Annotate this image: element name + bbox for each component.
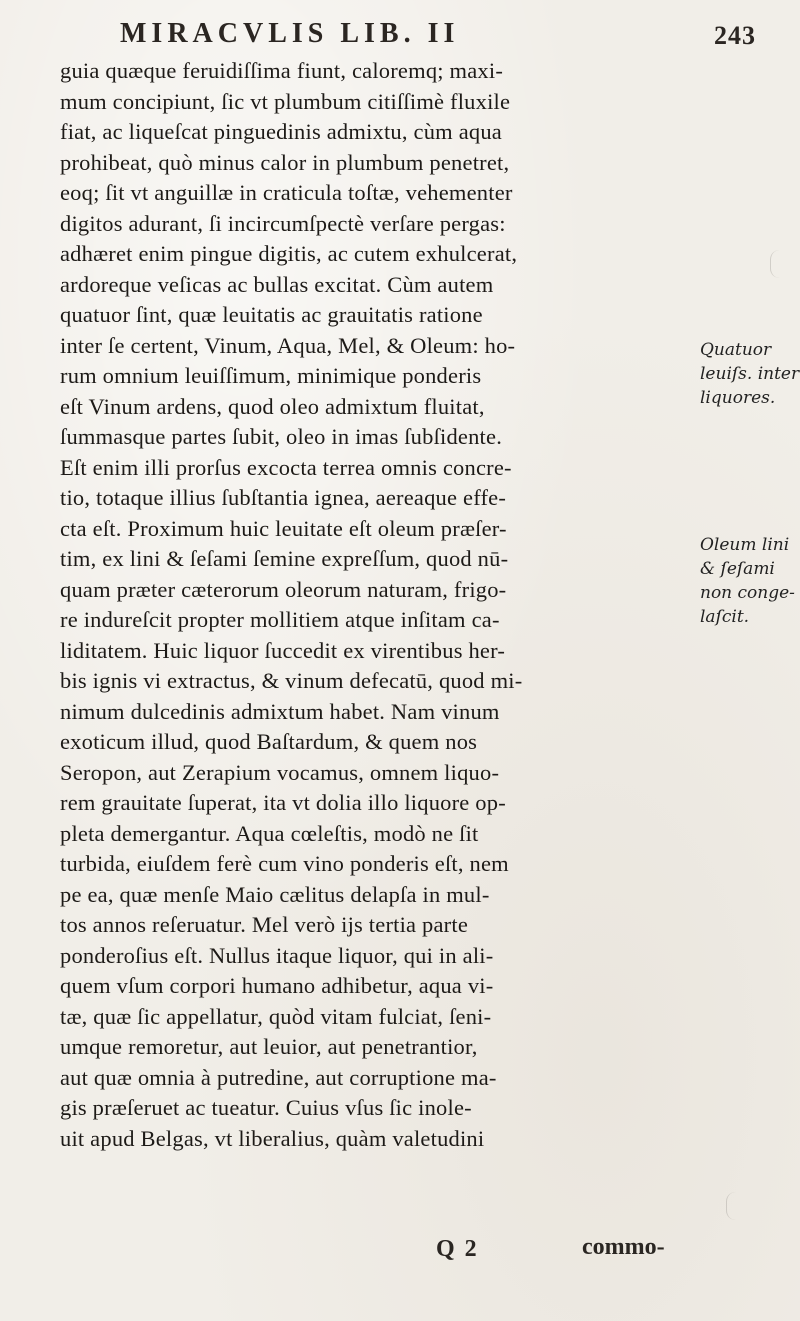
text-line: adhæret enim pingue digitis, ac cutem exhulcerat,: [60, 241, 518, 266]
text-line: Seropon, aut Zerapium vocamus, omnem liquo-: [60, 759, 500, 785]
margin-note-line: leuiſs. inter: [700, 364, 800, 384]
margin-note-line: & ſeſami: [700, 559, 775, 579]
text-line: ardoreque veſicas ac bullas excitat. Cùm autem: [60, 271, 494, 297]
bleed-through-mark: [726, 1192, 745, 1220]
text-line: quam præter cæterorum oleorum naturam, frigo-: [60, 576, 507, 602]
text-line: turbida, eiuſdem ferè cum vino ponderis eſt, nem: [60, 851, 509, 876]
text-line: eſt Vinum ardens, quod oleo admixtum fluitat,: [60, 393, 485, 419]
text-line: quem vſum corpori humano adhibetur, aqua vi-: [60, 973, 494, 998]
text-line: rum omnium leuiſſimum, minimique ponderis: [60, 363, 482, 388]
signature-mark: Q 2: [436, 1236, 479, 1262]
text-line: rem grauitate ſuperat, ita vt dolia illo liquore op-: [60, 790, 506, 815]
page-number: 243: [714, 21, 756, 50]
catchword: commo-: [582, 1234, 665, 1260]
text-line: fiat, ac liqueſcat pinguedinis admixtu, cùm aqua: [60, 119, 502, 144]
text-line: umque remoretur, aut leuior, aut penetrantior,: [60, 1034, 478, 1059]
text-line: gis præſeruet ac tueatur. Cuius vſus ſic inole-: [60, 1095, 472, 1120]
text-line: prohibeat, quò minus calor in plumbum penetret,: [60, 149, 510, 175]
text-line: pe ea, quæ menſe Maio cælitus delapſa in mul-: [60, 881, 490, 907]
bleed-through-mark: [770, 250, 789, 278]
text-line: Eſt enim illi prorſus excocta terrea omnis concre-: [60, 454, 512, 480]
margin-note-oleum-lini: [700, 533, 800, 629]
text-line: exoticum illud, quod Baſtardum, & quem nos: [60, 729, 478, 754]
main-text: [60, 56, 700, 1154]
text-line: eoq; ſit vt anguillæ in craticula toſtæ, vehementer: [60, 180, 513, 205]
text-line: liditatem. Huic liquor ſuccedit ex virentibus her-: [60, 637, 506, 663]
text-line: ſummasque partes ſubit, oleo in imas ſubſidente.: [60, 424, 503, 449]
text-line: tio, totaque illius ſubſtantia ignea, aereaque effe-: [60, 485, 507, 510]
margin-note-line: non conge-: [700, 583, 795, 603]
text-line: tæ, quæ ſic appellatur, quòd vitam fulciat, ſeni-: [60, 1003, 492, 1029]
margin-note-line: Oleum lini: [700, 535, 790, 555]
running-title: MIRACVLIS LIB. II: [120, 18, 460, 49]
text-line: re indureſcit propter mollitiem atque inſitam ca-: [60, 607, 500, 632]
text-line: cta eſt. Proximum huic leuitate eſt oleum præſer-: [60, 515, 507, 541]
text-line: tim, ex lini & ſeſami ſemine expreſſum, quod nū-: [60, 546, 509, 571]
text-line: guia quæque feruidiſſima fiunt, caloremq; maxi-: [60, 58, 504, 83]
text-line: aut quæ omnia à putredine, aut corruptione ma-: [60, 1064, 497, 1090]
text-line: mum concipiunt, ſic vt plumbum citiſſimè fluxile: [60, 88, 511, 114]
margin-note-line: liquores.: [700, 388, 776, 408]
page-footer: [0, 1236, 800, 1270]
text-line: ponderoſius eſt. Nullus itaque liquor, qui in ali-: [60, 942, 494, 968]
text-line: uit apud Belgas, vt liberalius, quàm valetudini: [60, 1125, 485, 1151]
text-line: bis ignis vi extractus, & vinum defecatū, quod mi-: [60, 668, 523, 693]
text-line: nimum dulcedinis admixtum habet. Nam vinum: [60, 698, 500, 724]
text-line: tos annos reſeruatur. Mel verò ijs tertia parte: [60, 912, 469, 937]
text-line: inter ſe certent, Vinum, Aqua, Mel, & Oleum: ho-: [60, 332, 516, 358]
page-header: [120, 18, 780, 58]
text-line: pleta demergantur. Aqua cœleſtis, modò ne ſit: [60, 820, 479, 846]
text-line: quatuor ſint, quæ leuitatis ac grauitatis ratione: [60, 302, 483, 327]
margin-note-line: laſcit.: [700, 607, 750, 627]
text-line: digitos adurant, ſi incircumſpectè verſare pergas:: [60, 210, 506, 236]
margin-note-line: Quatuor: [700, 340, 772, 360]
margin-note-quatuor-liquores: [700, 338, 800, 410]
